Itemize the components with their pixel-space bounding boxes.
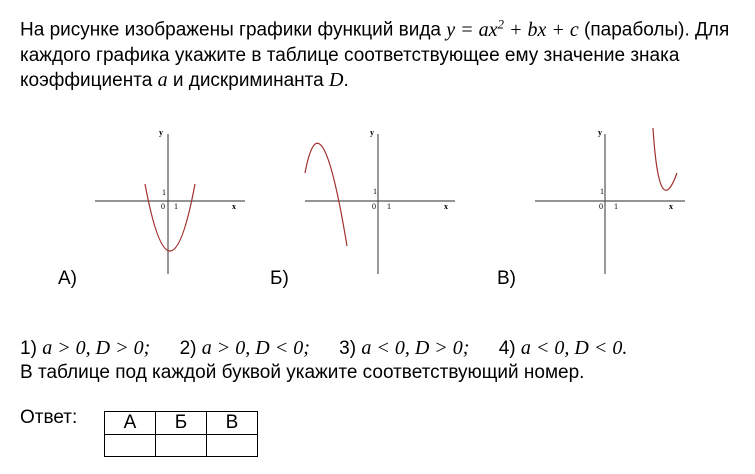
answer-table <box>104 411 258 457</box>
x-axis-label: x <box>444 202 448 211</box>
unit-y-label: 1 <box>600 187 604 196</box>
answer-header-row <box>105 412 258 435</box>
y-axis-label: y <box>598 128 602 137</box>
graph-b-label: Б) <box>270 268 289 289</box>
function-formula: $y = ax^2$ + bx + c <box>446 16 579 41</box>
x-axis-label: x <box>232 202 236 211</box>
answer-label: Ответ: <box>20 407 78 428</box>
answer-cell-a[interactable] <box>105 435 156 457</box>
variable-d: D <box>329 68 344 91</box>
y-axis-label: y <box>159 128 163 137</box>
origin-label: 0 <box>372 202 376 211</box>
graph-v-label: В) <box>497 268 516 289</box>
problem-statement: На рисунке изображены графики функций вида $y = ax^2$ + bx + c (параболы). Для каждого графика укажите в таблице соответствующее ему значение знака коэффициента a и дискриминанта D. <box>20 16 730 91</box>
answer-options <box>20 337 651 360</box>
answer-cell-b[interactable] <box>156 435 207 457</box>
intro-text: На рисунке изображены графики функций вида <box>20 19 447 41</box>
unit-x-label: 1 <box>387 202 391 211</box>
answer-cell-v[interactable] <box>207 435 258 457</box>
parabola-curve <box>145 184 195 251</box>
answer-header-b: Б <box>156 412 207 435</box>
x-axis-label: x <box>669 202 673 211</box>
answer-header-a: А <box>105 412 156 435</box>
origin-label: 0 <box>599 202 603 211</box>
graph-b <box>305 128 455 276</box>
graph-a-label: А) <box>58 268 77 289</box>
intro-text: (параболы). Для каждого графика укажите в таблице соответствующее ему значение знака коэффициента <box>20 19 730 91</box>
option-4: 4) a < 0, D < 0. <box>498 337 628 359</box>
option-1: 1) a > 0, D > 0; <box>20 337 151 359</box>
unit-y-label: 1 <box>373 187 377 196</box>
unit-x-label: 1 <box>614 202 618 211</box>
answer-input-row <box>105 435 258 457</box>
variable-a: a <box>157 68 168 91</box>
graph-v <box>535 128 685 276</box>
parabola-curve <box>305 143 347 246</box>
unit-y-label: 1 <box>162 188 166 197</box>
y-axis-label: y <box>370 128 374 137</box>
option-2: 2) a > 0, D < 0; <box>179 337 310 359</box>
option-3: 3) a < 0, D > 0; <box>339 337 470 359</box>
unit-x-label: 1 <box>174 202 178 211</box>
instruction-text: В таблице под каждой буквой укажите соответствующий номер. <box>20 362 585 383</box>
answer-header-v: В <box>207 412 258 435</box>
intro-text: и дискриминанта <box>167 69 329 91</box>
graph-a <box>95 128 245 276</box>
parabola-curve <box>653 128 677 190</box>
origin-label: 0 <box>161 202 165 211</box>
